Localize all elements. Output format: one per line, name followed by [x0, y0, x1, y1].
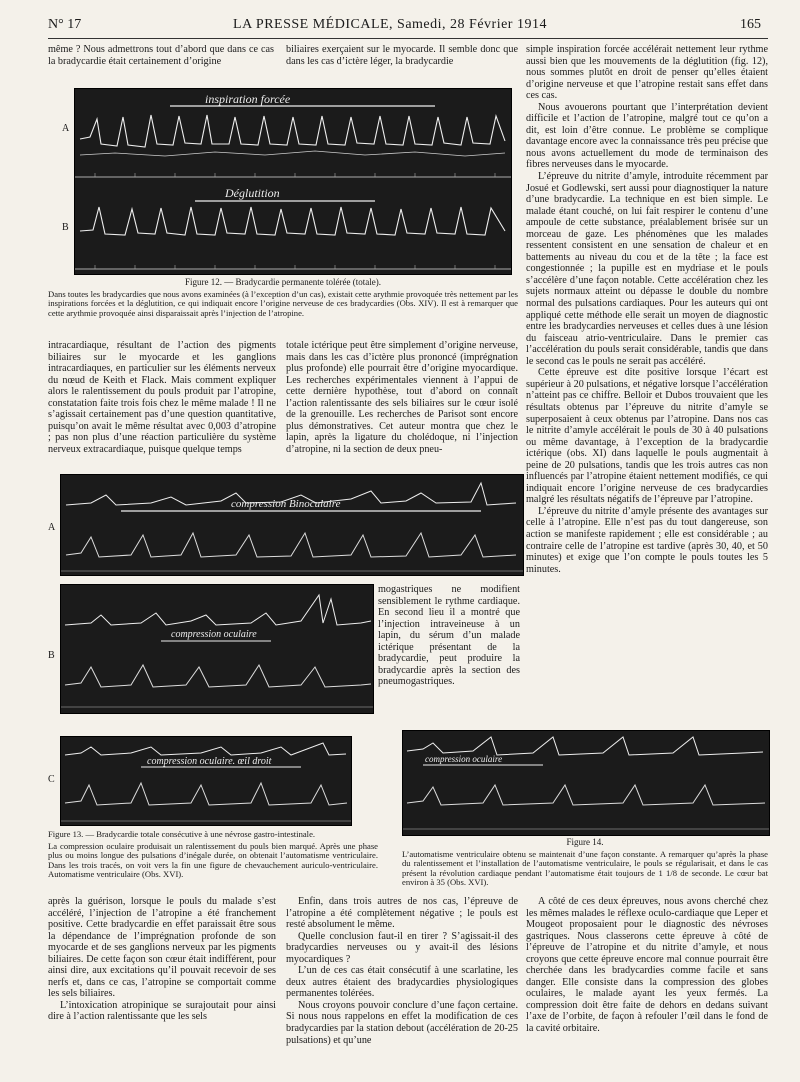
issue-number: N° 17 [48, 17, 82, 32]
fig12-annotation-a: inspiration forcée [205, 92, 291, 106]
figure-13a-tracing [60, 474, 524, 576]
header-rule [48, 38, 768, 39]
figure-13b-tracing [60, 584, 374, 714]
figure-12-caption-text: Dans toutes les bradycardies que nous avons examinées (à l’exception d’un cas), existait cette arythmie provoquée très nettement par les inspirations forcées et la déglutition, ce qui indiquait encore l’origine nerveuse de ces bradycardies (Obs. XIV). Il est à remarquer que cette arythmie provoquée ainsi disparaissait après l’injection de l’atropine. [48, 288, 518, 318]
bottom-right-text: A côté de ces deux épreuves, nous avons cherché chez les mêmes malades le réflexe oculo-cardiaque que Leper et Mougeot proposaient pour le diagnostic des névroses gastriques. Nous classerons cette épreuve à côté de l’épreuve de l’atropine et du nitrite d’amyle, et nous croyons que cette épreuve encore mal connue pourrait être cherchée dans les bradycardies comme facile et sans danger. Elle consiste dans la compression des globes oculaires, le malade ayant les yeux fermés. La compression doit être faite de dehors en dedans suivant l’axe de l’orbite, de façon à refouler l’œil dans le fond de la cavité orbitaire. [526, 896, 768, 1035]
middle-center-text: totale ictérique peut être simplement d’origine nerveuse, mais dans les cas d’ictère plus prononcé (imprégnation plus profonde) elle pourrait être d’origine myocardique. Les recherches expérimentales viennent à l’appui de cette dernière hypothèse, tout d’abord on connaît l’action ralentissante des sels biliaires sur le cœur isolé de la grenouille. Les recherches de Parisot sont encore plus démonstratives. Cet auteur montra que chez le lapin, après la ligature du cholédoque, ni l’injection d’atropine, ni la section de deux pneu- [286, 340, 518, 455]
figure-12-title: Figure 12. — Bradycardie permanente tolérée (totale). [185, 278, 381, 287]
top-left-text: même ? Nous admettrons tout d’abord que dans ce cas la bradycardie était certainement d’origine [48, 44, 274, 67]
figure-13-caption-text: La compression oculaire produisait un ralentissement du pouls bien marqué. Après une phase plus ou moins longue des pulsations d’inégale durée, on obtenait l’automatisme ventriculaire. Dans les trois tracés, on voit vers la fin une figure de chevauchement auriculo-ventriculaire. Automatisme ventriculaire (Obs. XVI). [48, 840, 378, 880]
bottom-middle-text: Enfin, dans trois autres de nos cas, l’épreuve de l’atropine a été complètement négative ; le pouls est resté absolument le même. Quelle conclusion faut-il en tirer ? S’agissait-il des bradycardies nerveuses ou y avait-il des lésions myocardiques ? L’un de ces cas était consécutif à une scarlatine, les deux autres étaient des bradycardies physiologiques permanentes tolérées. Nous croyons pouvoir conclure d’une façon certaine. Si nous nous rappelons en effet la modification de ces bradycardies par la station debout (accélération de 20-25 pulsations) et qu’une [286, 896, 518, 1046]
figure-14-title: Figure 14. [566, 838, 604, 847]
figure-13-title: Figure 13. — Bradycardie totale consécutive à une névrose gastro-intestinale. [48, 830, 316, 839]
figure-12-svg [75, 89, 511, 274]
fig12-label-b: B [62, 222, 69, 233]
figure-12-caption [48, 278, 518, 334]
bottom-left-text: après la guérison, lorsque le pouls du malade s’est accéléré, l’injection de l’atropine a été franchement positive. Cette bradycardie en effet paraissait être sous la dépendance de l’imprégnation profonde de son myocarde et de ses ganglions nerveux par les pigments biliaires. De cette façon son cœur était indifférent, pour ainsi dire, aux excitations qu’il pouvait recevoir de ses nerfs et, dans ce cas, l’atropine se comportait comme les sels biliaires. L’intoxication atropinique se surajoutait pour ainsi dire à l’action ralentissante que les sels [48, 896, 276, 1023]
figure-13c-tracing [60, 736, 352, 826]
fig13-side-text: mogastriques ne modifient sensiblement le rythme cardiaque. En second lieu il a montré que l’injection intraveineuse à un lapin, du sérum d’un malade ictérique présentant de la bradycardie, peut produire la bradycardie après la section des pneumogastriques. [378, 584, 520, 688]
figure-14-caption [402, 838, 768, 892]
fig12-label-a: A [62, 123, 70, 134]
fig13a-annotation: compression Binoculaire [231, 498, 341, 510]
figure-14-caption-text: L’automatisme ventriculaire obtenu se maintenait d’une façon constante. A remarquer qu’après la phase du ralentissement et l’installation de l’automatisme ventriculaire, le pouls se régularisait, et dans le cas présent la révolution cardiaque pendant l’automatisme était toujours de 1 1/8 de seconde. Le cœur bat environ à 35 (Obs. XVI). [402, 848, 768, 888]
fig13b-annotation: compression oculaire [171, 629, 257, 640]
fig14-annotation: compression oculaire [425, 754, 503, 764]
journal-title: LA PRESSE MÉDICALE, Samedi, 28 Février 1914 [233, 17, 547, 32]
middle-left-text: intracardiaque, résultant de l’action des pigments biliaires sur le myocarde et les ganglions intracardiaques, en particulier sur les éléments nerveux du nœud de Keith et Flack. Mais comment expliquer alors le ralentissement du pouls produit par l’atropine, constatation faite trois fois chez le même malade ! Il ne s’agissait certainement pas d’une question quantitative, puisqu’on avait le même résultat avec 0,003 d’atropine ; pas non plus d’une réaction particulière du système nerveux extracardiaque, puisque quelque temps [48, 340, 276, 455]
figure-14-tracing [402, 730, 770, 836]
figure-12-tracing [74, 88, 512, 275]
fig12-annotation-b: Déglutition [225, 186, 280, 200]
top-middle-text: biliaires exerçaient sur le myocarde. Il semble donc que dans les cas d’ictère léger, la bradycardie [286, 44, 518, 67]
fig13-label-a: A [48, 522, 56, 533]
right-column-upper: simple inspiration forcée accélérait nettement leur rythme aussi bien que les mouvements de la déglutition (fig. 12), nous sommes plutôt en droit de penser qu’elles étaient d’origine nerveuse et que l’atropine restait sans effet dans ces cas. Nous avouerons pourtant que l’interprétation devient difficile et l’action de l’atropine, malgré tout ce qu’on a dit, est loin d’être connue. Le problème se complique davantage encore avec la connaissance très peu précise que nous avons actuellement du mode de terminaison des fibres nerveuses dans le myocarde. L’épreuve du nitrite d’amyle, introduite récemment par Josué et Godlewski, sert aussi pour diagnostiquer la nature d’une bradycardie. La technique en est bien simple. Le malade étant couché, on lui fait respirer le contenu d’une ampoule de cette substance, préalablement brisée sur un morceau de gaze. Les phénomènes que les malades ressentent consistent en une sensation de chaleur et en battements au niveau du cou et de la tête ; la face est congestionnée ; la pupille est en mydriase et le pouls s’accélère d’une façon notable. Cette accélération chez les sujets normaux atteint ou dépasse le double du nombre normal des pulsations cardiaques. Pour les auteurs qui ont appliqué cette méthode elle serait un moyen de diagnostic entre les bradycardies nerveuses et celles dues à une lésion du faisceau atrio-ventriculaire. Dans le premier cas l’accélération du pouls serait considérable, tandis que dans le second cas le pouls ne serait pas accéléré. Cette épreuve est dite positive lorsque l’écart est supérieur à 20 pulsations, et négative lorsque l’accélération n’atteint pas ce chiffre. Belloir et Dubos trouvaient que les résultats obtenus par l’épreuve du nitrite d’amyle se superposaient à ceux obtenus par l’atropine. Dans nos cas le nitrite d’amyle accélérait le pouls de 30 à 40 pulsations ou même davantage, à l’exception de la bradycardie ictérique (obs. XI) dans laquelle le pouls augmentait à peine de 20 pulsations, tandis que les trois autres cas non influencés par l’atropine étaient nettement modifiés, ce qui indiquait encore l’origine nerveuse de ces bradycardies malgré les résultats négatifs de l’épreuve par l’atropine. L’épreuve du nitrite d’amyle présente des avantages sur celle à l’atropine. Elle n’est pas du tout dangereuse, son action se manifeste rapidement ; elle est considérable ; au contraire celle de l’atropine est tardive (après 30, 40, et 50 minutes) et exige que l’on compte le pouls toutes les 5 minutes. [526, 44, 768, 575]
fig13c-annotation: compression oculaire. œil droit [147, 756, 272, 767]
fig13-label-b: B [48, 650, 55, 661]
figure-13-caption [48, 830, 378, 892]
fig13-label-c: C [48, 774, 55, 785]
page-header [0, 16, 800, 38]
page-number: 165 [740, 17, 761, 32]
